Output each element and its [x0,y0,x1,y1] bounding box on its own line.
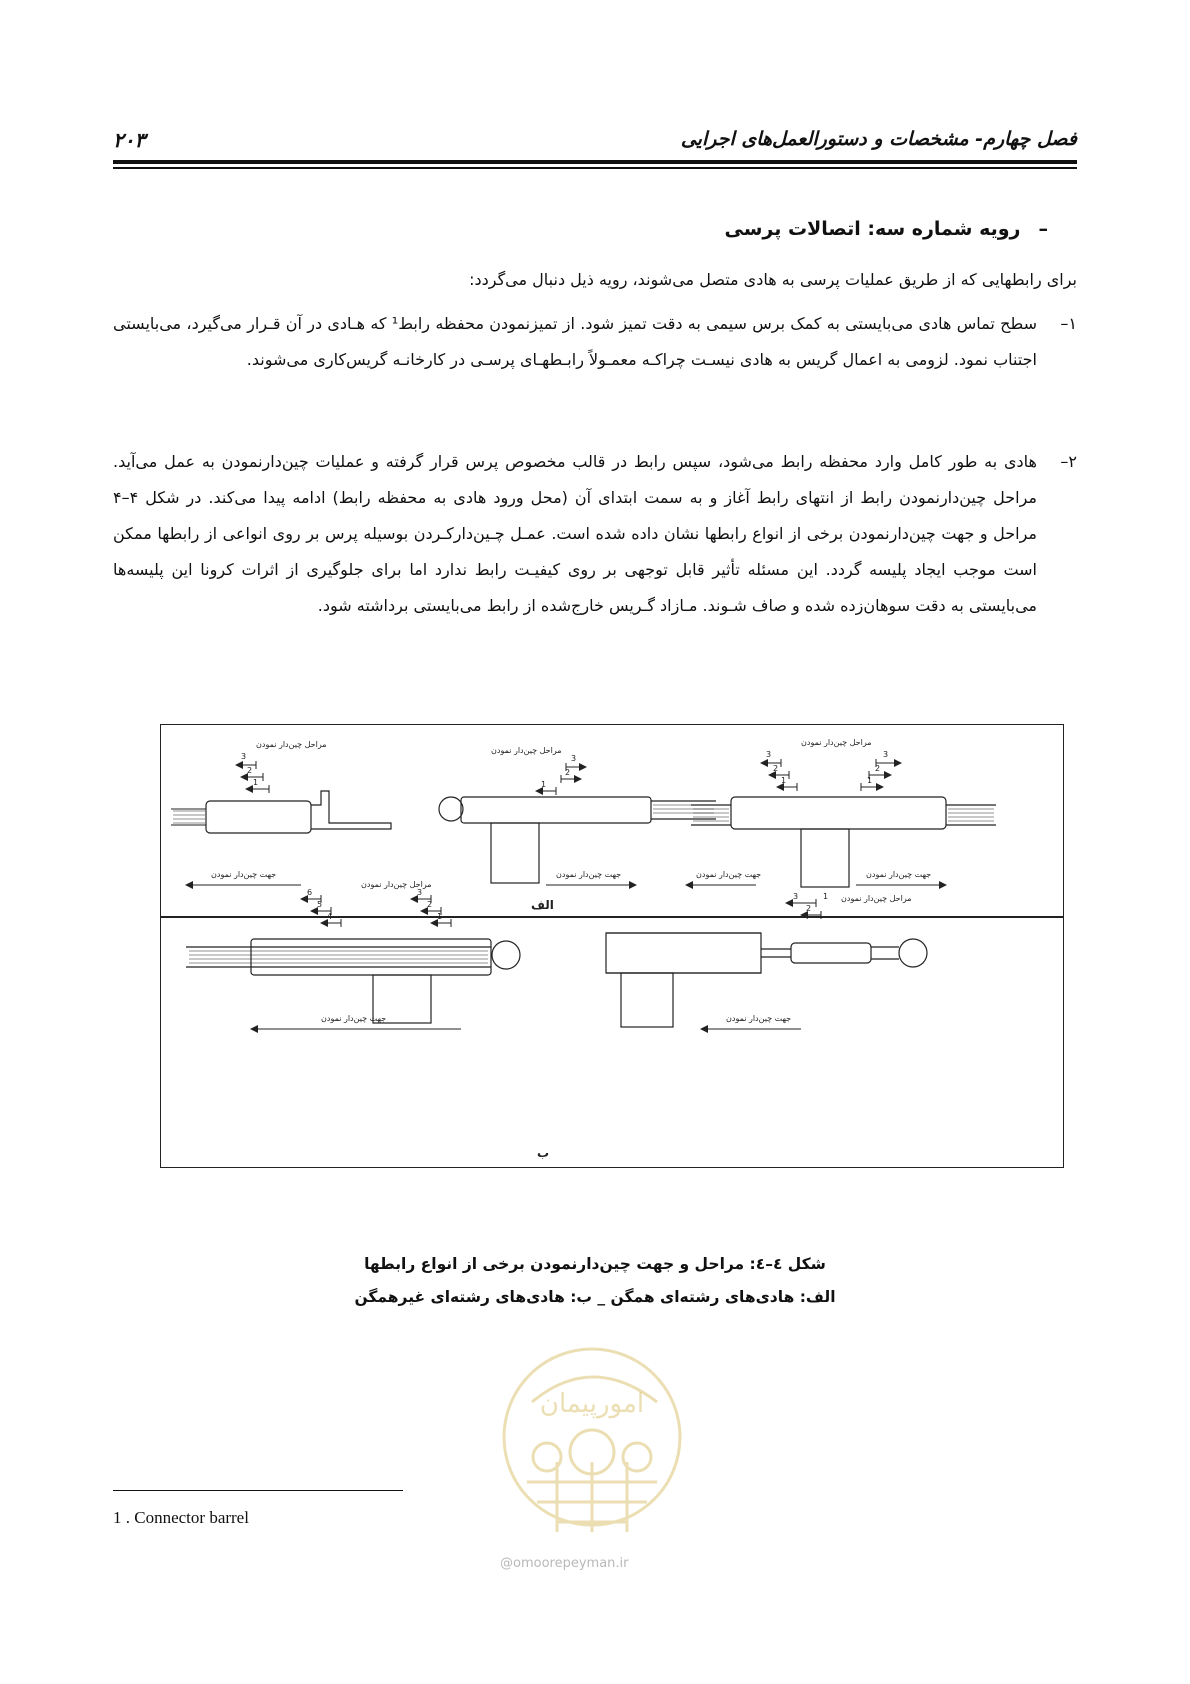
heading-dash: – [1038,218,1048,240]
direction-label-b1: جهت چین‌دار نمودن [321,1014,387,1023]
footnote-rule [113,1490,403,1491]
watermark-url: @omoorepeyman.ir [500,1556,629,1571]
step-number: 3 [417,888,423,897]
list-item-1 [113,306,1077,378]
heading-text: رویه شماره سه: اتصالات پرسی [724,218,1021,240]
direction-label-a3: جهت چین‌دار نمودن [696,870,762,879]
step-number: 3 [571,754,577,763]
step-number: 3 [766,750,772,759]
direction-label-a1: جهت چین‌دار نمودن [211,870,277,879]
stages-label-a2: مراحل چین‌دار نمودن [491,746,562,755]
panel-a-label: الف [531,898,554,912]
footnote: 1 . Connector barrel [113,1508,249,1527]
list-item-text: هادی به طور کامل وارد محفظه رابط می‌شود، سپس رابط در قالب مخصوص پرس قرار گرفته و عملیات چین‌دارنمودن به عمل می‌آید. مراحل چین‌دارنمودن رابط از انتهای رابط آغاز و به سمت ابتدای آن (محل ورود هادی به محفظه رابط) ادامه پیدا می‌کند. در شکل ۴–۴ مراحل و جهت چین‌دارنمودن برخی از انواع رابطها نشان داده شده است. عمـل چـین‌دارکـردن بوسیله پرس بر روی انواعی از رابطها ممکن است موجب ایجاد پلیسه گردد. این مسئله تأثیر قابل توجهی بر روی کیفیـت رابط ندارد اما برای جلوگیری از اثرات کرونا این پلیسه‌ها می‌بایستی به دقت سوهان‌زده شده و صاف شـوند. مـازاد گـریس خارج‌شده از رابط می‌بایستی برداشته شود. [113,452,1037,615]
list-item-number: ۱– [1060,314,1077,333]
figure-caption-line1: شکل ٤–٤: مراحل و جهت چین‌دارنمودن برخی از انواع رابطها [364,1255,826,1273]
direction-label-a4: جهت چین‌دار نمودن [866,870,932,879]
stages-label-a1: مراحل چین‌دار نمودن [256,740,327,749]
figure-crimping-stages [160,724,1064,1168]
chapter-title: فصل چهارم- مشخصات و دستورالعمل‌های اجرایی [680,128,1077,150]
step-number: 3 [793,892,799,901]
step-number: 2 [427,900,433,909]
figure-caption-line2: الف: هادی‌های رشته‌ای همگن _ ب: هادی‌های رشته‌ای غیرهمگن [354,1288,836,1306]
step-number: 1 [253,778,259,787]
list-item-text: سطح تماس هادی می‌بایستی به کمک برس سیمی به دقت تمیز شود. از تمیزنمودن محفظه رابط¹ که هـادی در آن قـرار می‌گیرد، می‌بایستی اجتناب نمود. لزومی به اعمال گریس به هادی نیسـت چراکـه معمـولاً رابـطهـای پرسـی در کارخانـه گریس‌کاری می‌شوند. [113,314,1037,369]
panel-b-connector-right [606,899,927,1029]
direction-label-a2: جهت چین‌دار نمودن [556,870,622,879]
panel-a-connector-left [171,791,391,833]
step-number: 2 [875,764,881,773]
stages-label-b1: مراحل چین‌دار نمودن [361,880,432,889]
watermark-logo [497,1332,687,1562]
header-rule-thick [113,160,1077,164]
header-rule-thin [113,167,1077,169]
panel-b-label: ب [537,1146,550,1160]
step-number: 3 [241,752,247,761]
page-number: ۲۰۳ [113,128,146,152]
intro-paragraph: برای رابطهایی که از طریق عملیات پرسی به هادی متصل می‌شوند، رویه ذیل دنبال می‌گردد: [469,270,1077,289]
step-number: 2 [565,768,571,777]
step-number: 2 [806,904,812,913]
section-heading [725,218,1048,240]
page-header [113,128,1077,154]
step-number: 5 [317,900,323,909]
step-number: 4 [327,912,333,921]
step-number: 3 [883,750,889,759]
step-number: 1 [867,776,873,785]
step-number: 2 [247,766,253,775]
step-number: 1 [781,776,787,785]
step-number: 1 [541,780,547,789]
stages-label-b2: مراحل چین‌دار نمودن [841,894,912,903]
step-number: 6 [307,888,313,897]
step-number: 1 [437,912,443,921]
watermark-logo-text: امورپیمان [539,1389,645,1419]
step-number: 1 [823,892,829,901]
direction-label-b2: جهت چین‌دار نمودن [726,1014,792,1023]
list-item-number: ۲– [1060,452,1077,471]
list-item-2 [113,444,1077,624]
stages-label-a3: مراحل چین‌دار نمودن [801,738,872,747]
step-number: 2 [773,764,779,773]
figure-drawing [161,725,1063,1167]
